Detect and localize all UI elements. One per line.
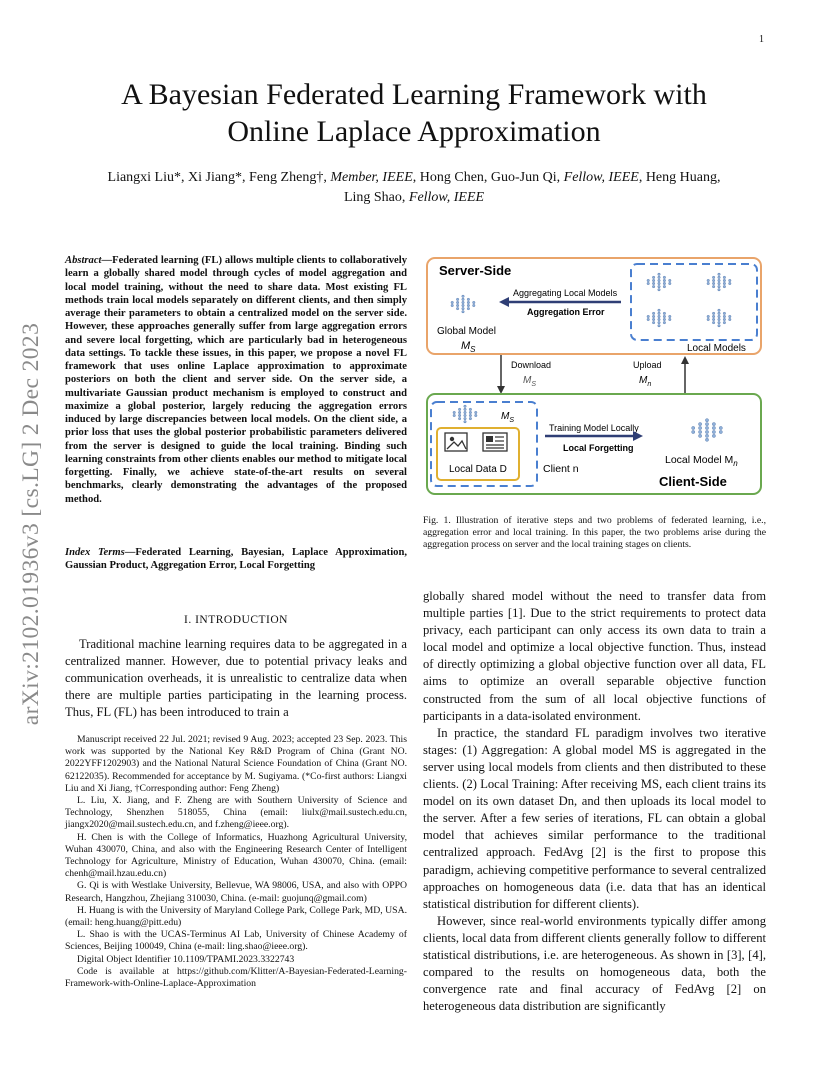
author-names-2: , Hong Chen, Guo-Jun Qi, (412, 170, 564, 185)
paragraph: globally shared model without the need to transfer data from multiple parties [1]. Due to the strict requirements to protect data privacy, each participant can only access its own data to train a local model and optimize a local objective function. Thus, instead of directly optimizing a global objective function over all data, FL aims to optimize an overall separable objective function constructed from the sum of all local objective functions of participants in a data-isolated environment. (423, 589, 766, 723)
network-node (729, 318, 732, 321)
network-node (473, 304, 476, 307)
network-node (456, 298, 459, 301)
network-node (712, 318, 715, 321)
network-node (467, 304, 470, 307)
footnote: H. Chen is with the College of Informatics, Huazhong Agricultural University, Wuhan 430070, China, and also with the Engineering Research Center of Intelligent Technology for Agriculture, Ministry of Education, Wuhan 430070, China. (email: chenh@mail.hzau.edu.cn) (65, 831, 407, 880)
network-node (467, 301, 470, 304)
network-node (669, 318, 672, 321)
network-node (718, 309, 721, 312)
local-model-icon (647, 273, 671, 291)
network-node (663, 312, 666, 315)
local-model-label: Local Model $M_n$ (665, 454, 738, 468)
intro-paragraph: Traditional machine learning requires data to be aggregated in a centralized manner. However, due to potential privacy leaks and communication overheads, it is unrealistic to centralize data when there are multiple parties participating in the learning process. Thus, FL (FL) has been introduced to train a (65, 637, 407, 720)
network-node (464, 405, 467, 408)
network-node (712, 422, 715, 425)
network-node (464, 408, 467, 411)
network-node (698, 422, 701, 425)
network-node (462, 307, 465, 310)
network-node (669, 279, 672, 282)
network-node (469, 408, 472, 411)
network-node (705, 422, 708, 425)
author-line-2 (60, 188, 768, 208)
network-node (718, 273, 721, 276)
network-node (719, 426, 722, 429)
server-label: Server-Side (439, 263, 512, 278)
footnote: H. Huang is with the University of Maryland College Park, College Park, MD, USA. (email: heng.huang@pitt.edu) (65, 904, 407, 929)
network-node (729, 279, 732, 282)
network-node (453, 414, 456, 417)
network-node (718, 285, 721, 288)
network-node (723, 276, 726, 279)
title-line-2: Online Laplace Approximation (227, 115, 601, 148)
network-node (723, 285, 726, 288)
network-node (718, 288, 721, 291)
footnote: Code is available at https://github.com/Klitter/A-Bayesian-Federated-Learning-Framework-with-Online-Laplace-Approximation (65, 965, 407, 990)
network-node (652, 285, 655, 288)
network-node (669, 315, 672, 318)
network-node (658, 318, 661, 321)
paragraph: In practice, the standard FL paradigm involves two iterative stages: (1) Aggregation: A global model MS is aggregated in the server using local models from clients and then distributed to these clients. (2) Local Training: After receiving MS, each client trains its model on its own dataset Dn, and then uploads its local model to the server. After a few series of iterations, FL can obtain a global model that achieves similar performance to the traditional centralized approach. FedAvg [2] is the first to propose this paradigm, achieving competitive performance to several centralized approaches on homogeneous data (i.e. data that has an identical statistical distribution for different clients). (423, 725, 766, 911)
network-node (723, 282, 726, 285)
network-node (718, 324, 721, 327)
network-node (652, 321, 655, 324)
network-node (458, 411, 461, 414)
network-node (663, 282, 666, 285)
global-model-icon (451, 295, 475, 313)
fellow-tag-2: Fellow, IEEE (408, 190, 485, 205)
author-list (60, 168, 768, 208)
network-node (723, 315, 726, 318)
paragraph: However, since real-world environments typically differ among clients, local data from different clients generally follow to different statistical distributions, i.e. are heterogeneous. As shown in [3], [4], compared to the results on homogeneous data, both the convergence rate and final accuracy of FedAvg [2] on heterogeneous data distribution are significantly (423, 913, 766, 1014)
network-node (718, 312, 721, 315)
network-node (707, 315, 710, 318)
network-node (652, 318, 655, 321)
figure-1 (423, 254, 766, 504)
local-models-label: Local Models (687, 343, 746, 354)
network-node (663, 318, 666, 321)
network-node (469, 411, 472, 414)
network-node (658, 312, 661, 315)
network-node (467, 307, 470, 310)
client-model-icon (453, 405, 477, 423)
network-node (652, 312, 655, 315)
network-node (451, 304, 454, 307)
network-node (723, 279, 726, 282)
network-node (658, 288, 661, 291)
training-label: Training Model Locally (549, 423, 639, 433)
network-node (652, 282, 655, 285)
aggregating-label: Aggregating Local Models (513, 288, 618, 298)
footnotes (65, 734, 407, 990)
right-column-text (423, 588, 766, 1015)
network-node (462, 304, 465, 307)
network-node (456, 304, 459, 307)
footnote: Digital Object Identifier 10.1109/TPAMI.2023.3322743 (77, 953, 295, 965)
network-node (712, 426, 715, 429)
network-node (469, 414, 472, 417)
upload-label: Upload (633, 360, 662, 370)
network-node (456, 301, 459, 304)
network-node (473, 301, 476, 304)
network-node (712, 312, 715, 315)
client-n-label: Client n (543, 463, 579, 475)
title-line-1: A Bayesian Federated Learning Framework with (121, 78, 707, 111)
network-node (712, 321, 715, 324)
network-node (652, 279, 655, 282)
author-names-3: , Heng Huang, (638, 170, 721, 185)
network-node (707, 282, 710, 285)
network-node (692, 426, 695, 429)
network-node (712, 434, 715, 437)
network-node (698, 426, 701, 429)
local-data-label: Local Data D (449, 464, 507, 475)
network-node (663, 321, 666, 324)
fellow-tag: Fellow, IEEE (563, 170, 639, 185)
ms-download: $M_S$ (523, 375, 537, 388)
footnote: L. Shao is with the UCAS-Terminus AI Lab, University of Chinese Academy of Sciences, Beijing 100049, China (e-mail: ling.shao@ieee.org). (65, 929, 407, 953)
network-node (712, 285, 715, 288)
network-node (712, 430, 715, 433)
index-terms-text: —Federated Learning, Bayesian, Laplace Approximation, Gaussian Product, Aggregation Error, Local Forgetting (65, 547, 407, 572)
index-terms (65, 546, 407, 573)
footnote: Manuscript received 22 Jul. 2021; revised 9 Aug. 2023; accepted 23 Sep. 2023. This work was supported by the National Key R&D Program of China (Grant NO. 2022YFF1202903) and the National Natural Science Foundation of China (Grant NO. 62122035). Recommended for acceptance by M. Sugiyama. (*Co-first authors: Liangxi Liu and Xi Jiang, †Corresponding author: Feng Zheng) (65, 734, 407, 794)
network-node (658, 285, 661, 288)
network-node (467, 298, 470, 301)
network-node (718, 321, 721, 324)
network-node (647, 282, 650, 285)
local-models-group (631, 264, 757, 340)
network-node (453, 411, 456, 414)
network-node (663, 315, 666, 318)
local-model-n-icon (692, 419, 723, 442)
network-node (718, 318, 721, 321)
download-arrowhead (497, 386, 505, 394)
network-node (692, 430, 695, 433)
upload-arrowhead (681, 356, 689, 364)
aggregation-error-label: Aggregation Error (527, 307, 605, 317)
network-node (698, 430, 701, 433)
network-node (647, 279, 650, 282)
network-node (712, 282, 715, 285)
author-name-last: Ling Shao, (343, 190, 409, 205)
network-node (707, 279, 710, 282)
network-node (647, 315, 650, 318)
abstract-lead: Abstract (65, 255, 102, 266)
network-node (464, 414, 467, 417)
network-node (464, 411, 467, 414)
footnote: L. Liu, X. Jiang, and F. Zheng are with Southern University of Science and Technology, Shenzhen 518055, China (email: liulx@mail.sustech.edu.cn, jiangx2020@mail.sustech.edu.cn, and f.zheng@ieee.org). (65, 795, 407, 831)
network-node (462, 295, 465, 298)
member-tag: Member, IEEE (330, 170, 413, 185)
network-node (451, 301, 454, 304)
network-node (652, 276, 655, 279)
network-node (663, 276, 666, 279)
index-terms-lead: Index Terms (65, 547, 125, 558)
network-node (658, 324, 661, 327)
client-label: Client-Side (659, 474, 727, 489)
network-node (705, 430, 708, 433)
network-node (647, 318, 650, 321)
global-model-label: Global Model (437, 326, 496, 337)
network-node (729, 315, 732, 318)
network-node (462, 298, 465, 301)
figure-caption: Fig. 1. Illustration of iterative steps and two problems of federated learning, i.e., aggregation error and local training. In this paper, the two problems arise during the aggregation process on server and the local training stages on clients. (423, 515, 766, 550)
network-node (658, 309, 661, 312)
local-model-icon (647, 309, 671, 327)
author-line-1 (60, 168, 768, 188)
network-node (464, 417, 467, 420)
network-node (658, 315, 661, 318)
network-node (723, 318, 726, 321)
ms-symbol: $M_S$ (461, 340, 476, 354)
download-label: Download (511, 360, 552, 370)
network-node (705, 434, 708, 437)
local-forgetting-label: Local Forgetting (563, 443, 634, 453)
network-node (658, 279, 661, 282)
paper-title (60, 76, 768, 150)
network-node (462, 310, 465, 313)
network-node (669, 282, 672, 285)
arxiv-stamp: arXiv:2102.01936v3 [cs.LG] 2 Dec 2023 (18, 322, 44, 726)
network-node (707, 318, 710, 321)
network-node (718, 282, 721, 285)
network-node (458, 408, 461, 411)
network-node (729, 282, 732, 285)
page-number: 1 (759, 34, 764, 45)
network-node (658, 282, 661, 285)
mn-upload: $M_n$ (639, 375, 652, 388)
author-names: Liangxi Liu*, Xi Jiang*, Feng Zheng†, (107, 170, 331, 185)
local-model-icon (707, 309, 731, 327)
network-node (658, 273, 661, 276)
ms-client: $M_S$ (501, 411, 515, 424)
network-node (663, 279, 666, 282)
network-node (698, 434, 701, 437)
document-icon (483, 433, 507, 451)
aggregate-arrowhead (499, 297, 509, 307)
network-node (718, 315, 721, 318)
network-node (652, 315, 655, 318)
network-node (705, 419, 708, 422)
network-node (712, 276, 715, 279)
network-node (705, 426, 708, 429)
network-node (718, 279, 721, 282)
network-node (475, 411, 478, 414)
network-node (456, 307, 459, 310)
network-node (723, 312, 726, 315)
network-node (705, 438, 708, 441)
network-node (458, 414, 461, 417)
footnote: G. Qi is with Westlake University, Bellevue, WA 98006, USA, and also with OPPO Research, Hangzhou, Zhejiang 310030, China. (e-mail: guojunq@gmail.com) (65, 880, 407, 904)
network-node (712, 279, 715, 282)
abstract (65, 254, 407, 506)
network-node (658, 276, 661, 279)
network-node (464, 420, 467, 423)
network-node (663, 285, 666, 288)
network-node (723, 321, 726, 324)
abstract-text: —Federated learning (FL) allows multiple clients to collaboratively learn a globally shared model through cycles of model aggregation and local model training, without the need to share data. Most existing FL methods train local models separately on different clients, and then simply average their parameters to obtain a centralized model on the server side. However, these approaches generally suffer from large aggregation errors and severe local forgetting, which are particularly bad in heterogeneous data settings. To tackle these issues, in this paper, we propose a novel FL framework that uses online Laplace approximation to approximate posteriors on both the client and server side. On the server side, a multivariate Gaussian product mechanism is employed to construct and maximize a global posterior, largely reducing the aggregation errors induced by large discrepancies between local models. On the client side, a prior loss that uses the global posterior probabilistic parameters delivered from the server is designed to guide the local training. Binding such learning constraints from other clients enables our method to mitigate local forgetting. Finally, we achieve state-of-the-art results on several benchmarks, clearly demonstrating the advantages of the proposed method. (65, 255, 407, 505)
network-node (469, 417, 472, 420)
network-node (719, 430, 722, 433)
local-model-icon (707, 273, 731, 291)
network-node (712, 315, 715, 318)
network-node (718, 276, 721, 279)
network-node (658, 321, 661, 324)
network-node (475, 414, 478, 417)
section-heading: I. INTRODUCTION (184, 614, 288, 626)
image-icon (445, 433, 467, 451)
network-node (462, 301, 465, 304)
network-node (458, 417, 461, 420)
